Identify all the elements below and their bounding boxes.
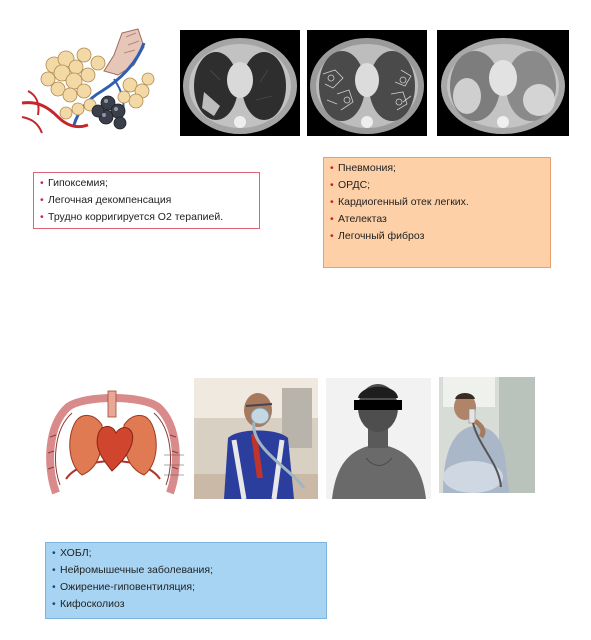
list-item: • Нейромышечные заболевания;: [52, 562, 320, 579]
list-item: • Пневмония;: [330, 160, 544, 177]
list-item: • Кифосколиоз: [52, 596, 320, 613]
ct-scan-opacity-icon: [437, 30, 569, 136]
ct-scan-reticular-icon: [307, 30, 427, 136]
hypercapnia-causes-box: [45, 542, 327, 619]
list-item: • ХОБЛ;: [52, 545, 320, 562]
patient-with-mask-photo-icon: [194, 378, 318, 499]
list-item: • Ателектаз: [330, 211, 544, 228]
alveoli-illustration-icon: [18, 25, 160, 137]
chest-anatomy-icon: [38, 385, 188, 497]
list-item: • Ожирение-гиповентиляция;: [52, 579, 320, 596]
list-item: • Кардиогенный отек легких.: [330, 194, 544, 211]
list-item: • Трудно корригируется О2 терапией.: [40, 209, 253, 226]
patient-bw-photo-icon: [326, 378, 431, 499]
causes-box: [323, 157, 551, 268]
list-item: • Гипоксемия;: [40, 175, 253, 192]
list-item: • ОРДС;: [330, 177, 544, 194]
list-item: • Легочный фиброз: [330, 228, 544, 245]
patient-with-nebulizer-photo-icon: [439, 377, 535, 493]
ct-scan-normal-icon: [180, 30, 300, 136]
list-item: • Легочная декомпенсация: [40, 192, 253, 209]
hypoxemia-box: [33, 172, 260, 229]
